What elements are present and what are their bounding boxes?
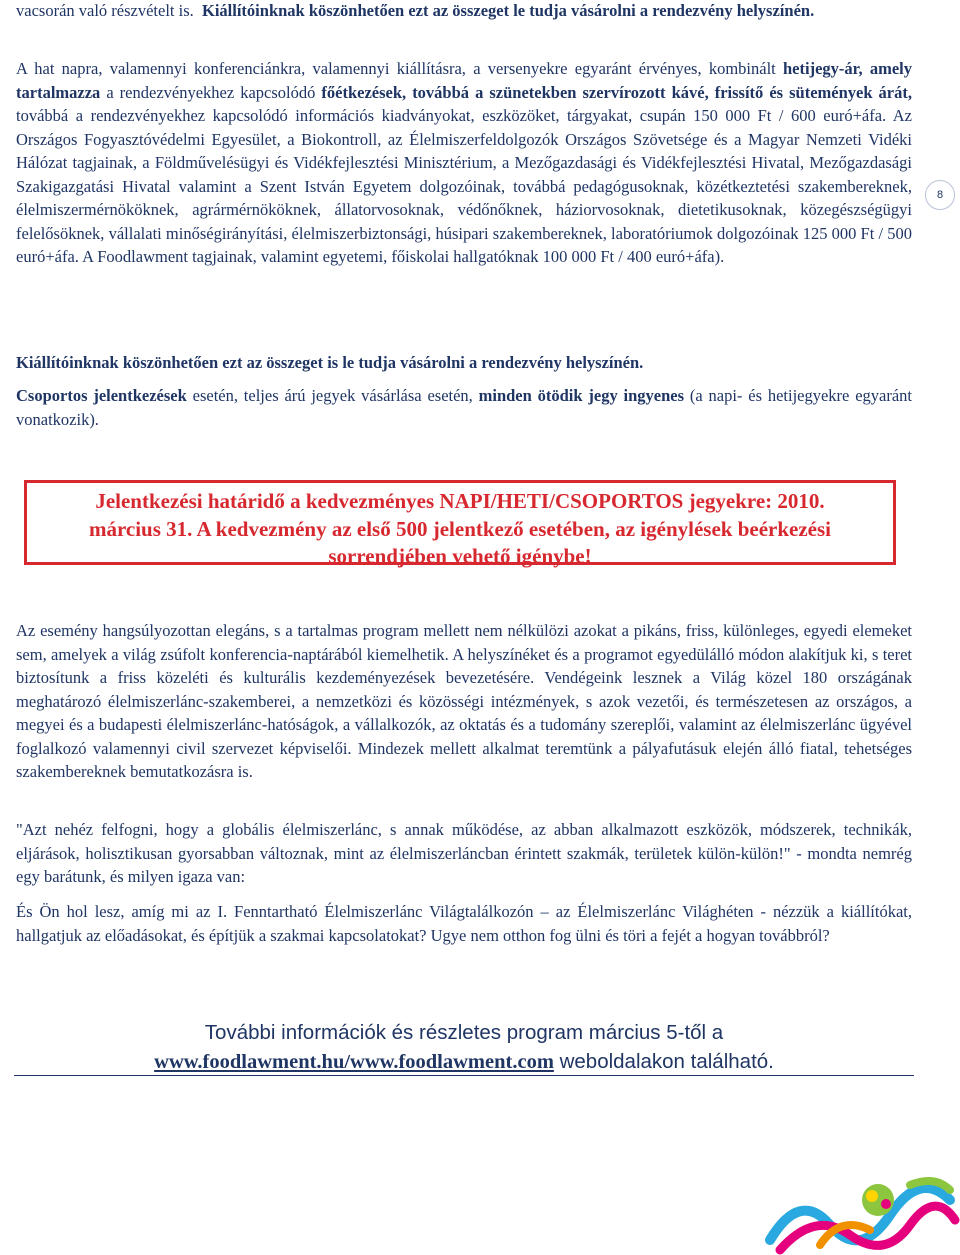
- text-run: (a napi- és hetijegyekre egyaránt vonatkozik).: [16, 386, 912, 429]
- quote-paragraph: "Azt nehéz felfogni, hogy a globális élelmiszerlánc, s annak működése, az abban alkalmazott eszközök, módszerek, technikák, eljárások, holisztikusan gyorsabban változnak, mint az élelmiszerláncban érintett szakmák, területek külön-külön!" - mondta nemrég egy barátunk, és milyen igaza van:: [16, 820, 912, 886]
- closing-paragraph: És Ön hol lesz, amíg mi az I. Fenntartható Élelmiszerlánc Világtalálkozón – az Élelmiszerlánc Világhéten - nézzük a kiállítókat, hallgatjuk az előadásokat, és építjük a szakmai kapcsolatokat? Ugye nem otthon fog ülni és töri a fejét a hogyan továbbról?: [16, 902, 912, 945]
- bold-text: Kiállítóinknak köszönhetően ezt az összeget le tudja vásárolni a rendezvény helyszínén.: [202, 1, 815, 20]
- deadline-line: március 31. A kedvezmény az első 500 jelentkező esetében, az igénylések beérkezési: [88, 516, 832, 541]
- text-run: A hat napra, valamennyi konferenciánkra, valamennyi kiállításra, a versenyekre egyaránt érvényes, kombinált: [16, 59, 783, 78]
- website-link[interactable]: www.foodlawment.hu/www.foodlawment.com: [154, 1051, 554, 1073]
- text-run: weboldalakon található.: [553, 1050, 774, 1073]
- bold-text: hetijegy-ár, amely tartalmazza: [16, 59, 912, 102]
- text-run: vacsorán való részvételt is.: [16, 1, 194, 20]
- text-run: esetén, teljes árú jegyek vásárlása esetén,: [186, 386, 479, 405]
- bold-text: minden ötödik jegy ingyenes: [478, 386, 685, 405]
- event-logo-icon: [760, 1170, 960, 1255]
- continued-paragraph: [16, 0, 912, 23]
- bold-text: főétkezések, továbbá a szünetekben szervírozott kávé, frissítő és sütemények árát,: [321, 82, 912, 102]
- weekly-ticket-paragraph: [16, 57, 912, 269]
- bold-text: Kiállítóinknak köszönhetően ezt az összeget is le tudja vásárolni a rendezvény helyszínén.: [16, 353, 644, 372]
- page-number-badge: 8: [925, 180, 955, 210]
- deadline-line: sorrendjében vehető igénybe!: [328, 544, 592, 568]
- footer-divider: [14, 1075, 914, 1076]
- event-description-paragraph: Az esemény hangsúlyozottan elegáns, s a tartalmas program mellett nem nélkülözi azokat a pikáns, friss, különleges, egyedi elemeket sem, amelyek a világ zsúfolt konferencia-naptárából kiemelhetik. A helyszínéket és a programot egyedülálló módon alakítjuk ki, s teret biztosítunk a friss közeléti és kulturális kezdeményezések bevezetésére. Vendégeink lesznek a Világ közel 180 országának meghatározó élelmiszerlánc-szakemberei, a nemzetközi és közösségi intézmények, s azok vezetői, és természetesen az országos, a megyei és a budapesti élelmiszerlánc-hatóságok, a vállalkozók, az oktatás és a tudomány szereplői, valamint az élelmiszerlánc ügyével foglalkozó valamennyi civil szervezet képviselői. Mindezek mellett alkalmat teremtünk a pályafutásuk elején álló fiatal, tehetséges szakembereknek bemutatkozásra is.: [16, 621, 912, 781]
- more-info-block: [16, 1018, 912, 1077]
- info-line: [16, 1047, 912, 1077]
- info-line: További információk és részletes program március 5-től a: [204, 1021, 724, 1044]
- bold-text: Csoportos jelentkezések: [16, 386, 187, 405]
- exhibitor-note: [16, 351, 912, 375]
- text-run: továbbá a rendezvényekhez kapcsolódó információs kiadványokat, eszközöket, tárgyakat, csupán 150 000 Ft / 600 euró+áfa. Az Országos Fogyasztóvédelmi Egyesület, a Biokontroll, az Élelmiszerfeldolgozók Országos Szövetsége és a Magyar Nemzeti Vidéki Hálózat tagjainak, a Földművelésügyi és Vidékfejlesztési Minisztérium, a Mezőgazdasági és Vidékfejlesztési Hivatal, Mezőgazdasági Szakigazgatási Hivatal valamint a Szent István Egyetem dolgozóinak, továbbá pedagógusoknak, közétkeztetési szakembereknek, élelmiszermérnököknek, agrármérnököknek, állatorvosoknak, védőnőknek, háziorvosoknak, dietetikusoknak, közegészségügyi felelősöknek, vállalati minőségirányítási, élelmiszerbiztonsági, húsipari szakembereknek, laboratóriumok dolgozóinak 125 000 Ft / 500 euró+áfa. A Foodlawment tagjainak, valamint egyetemi, főiskolai hallgatóknak 100 000 Ft / 400 euró+áfa).: [16, 106, 912, 266]
- deadline-line: Jelentkezési határidő a kedvezményes NAPI/HETI/CSOPORTOS jegyekre: 2010.: [95, 489, 825, 513]
- deadline-notice-box: [24, 480, 896, 568]
- text-run: a rendezvényekhez kapcsolódó: [100, 82, 322, 102]
- group-registration-paragraph: [16, 384, 912, 431]
